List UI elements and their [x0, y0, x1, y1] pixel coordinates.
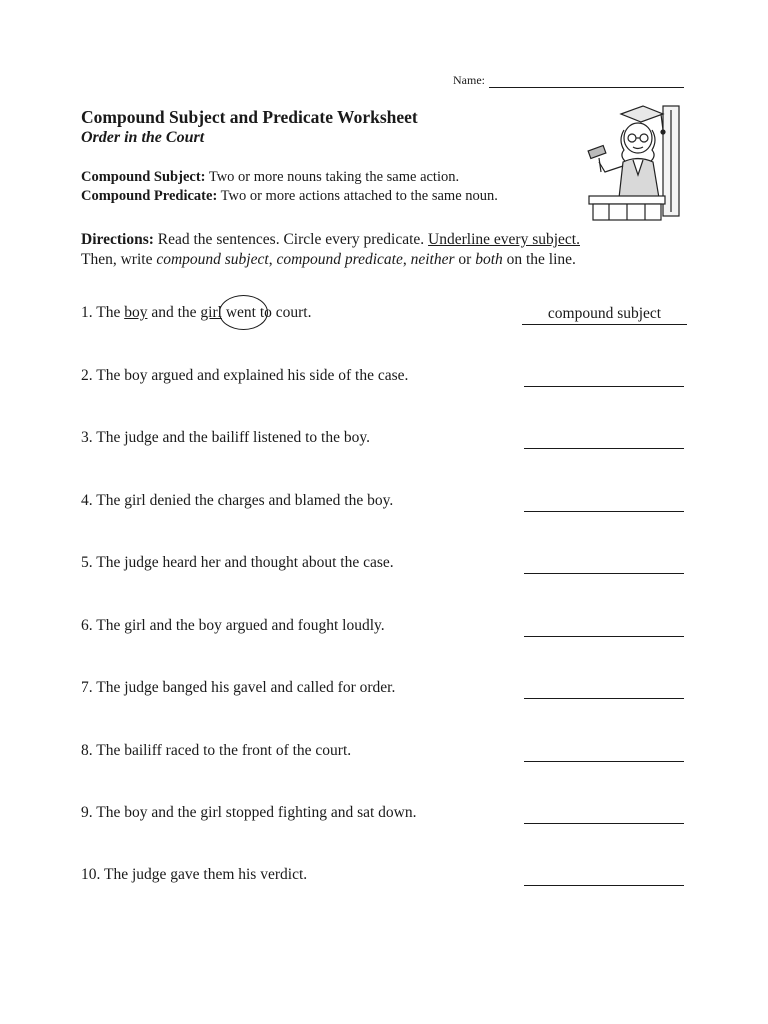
directions-text: or	[458, 251, 472, 268]
separator: ,	[268, 251, 273, 268]
option-neither: neither	[410, 251, 455, 268]
option-compound-subject: compound subject	[156, 251, 269, 268]
circled-predicate	[226, 304, 256, 322]
answer-line[interactable]	[524, 447, 684, 449]
worksheet-title: Compound Subject and Predicate Worksheet	[81, 107, 418, 127]
definition-compound-predicate	[81, 188, 498, 205]
worksheet-subtitle: Order in the Court	[81, 129, 205, 146]
answer-line[interactable]	[524, 697, 684, 699]
directions-text: Read the sentences. Circle every predicate.	[157, 231, 425, 248]
option-compound-predicate: compound predicate	[276, 251, 403, 268]
judge-illustration	[583, 100, 688, 222]
answer-line[interactable]	[524, 822, 684, 824]
answer-line[interactable]	[524, 760, 684, 762]
name-line[interactable]	[489, 74, 684, 88]
underlined-subject: girl	[200, 304, 222, 321]
name-field	[453, 73, 684, 88]
question-7: 7. The judge banged his gavel and called for order.	[81, 679, 396, 696]
question-text: to court.	[259, 304, 312, 321]
definition-text: Two or more actions attached to the same noun.	[220, 188, 498, 204]
question-text: 1. The	[81, 304, 121, 321]
option-both: both	[475, 251, 503, 268]
directions-underline-text: Underline every subject.	[428, 231, 580, 248]
answer-line[interactable]	[524, 385, 684, 387]
definition-term: Compound Predicate:	[81, 188, 218, 204]
question-5: 5. The judge heard her and thought about the case.	[81, 554, 394, 571]
answer-line-filled: compound subject	[522, 305, 687, 325]
name-label: Name:	[453, 73, 485, 87]
separator: ,	[402, 251, 407, 268]
predicate-word: went	[225, 304, 256, 321]
circle-mark	[219, 295, 268, 330]
answer-line[interactable]	[524, 572, 684, 574]
answer-line[interactable]	[524, 884, 684, 886]
question-text: and the	[151, 304, 197, 321]
directions	[81, 230, 681, 270]
underlined-subject: boy	[124, 304, 148, 321]
question-4: 4. The girl denied the charges and blamed the boy.	[81, 492, 394, 509]
question-6: 6. The girl and the boy argued and fought loudly.	[81, 617, 385, 634]
question-2: 2. The boy argued and explained his side of the case.	[81, 367, 409, 384]
directions-label: Directions:	[81, 231, 154, 248]
definition-term: Compound Subject:	[81, 169, 206, 185]
question-1	[81, 304, 311, 322]
directions-text: Then, write	[81, 251, 153, 268]
question-10: 10. The judge gave them his verdict.	[81, 866, 308, 883]
question-3: 3. The judge and the bailiff listened to the boy.	[81, 429, 370, 446]
answer-line[interactable]	[524, 510, 684, 512]
definition-compound-subject	[81, 169, 459, 186]
question-8: 8. The bailiff raced to the front of the court.	[81, 742, 352, 759]
question-9: 9. The boy and the girl stopped fighting and sat down.	[81, 804, 417, 821]
directions-text: on the line.	[506, 251, 576, 268]
answer-line[interactable]	[524, 635, 684, 637]
definition-text: Two or more nouns taking the same action.	[208, 169, 460, 185]
